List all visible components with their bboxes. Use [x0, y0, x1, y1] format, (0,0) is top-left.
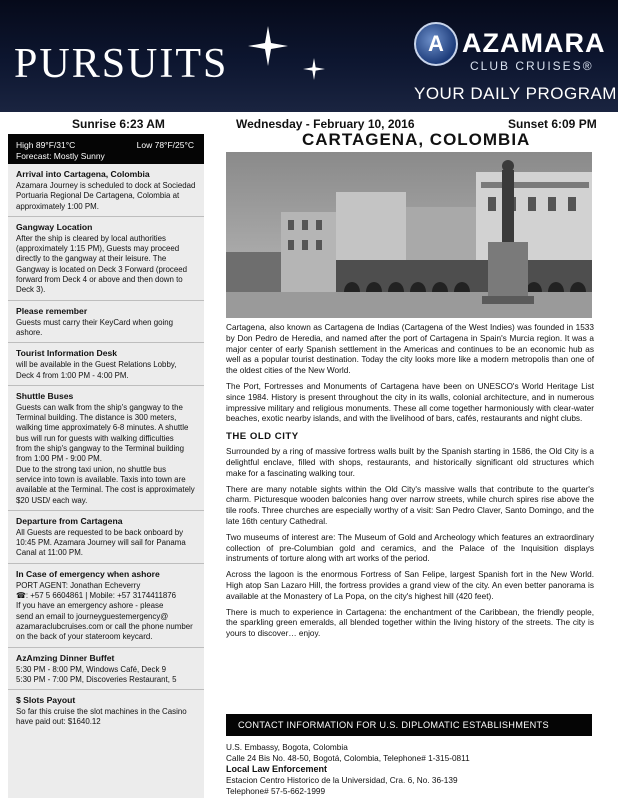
section-body: will be available in the Guest Relations Lobby, Deck 4 from 1:00 PM - 4:00 PM.	[16, 360, 177, 380]
sidebar-section-arrival	[8, 164, 204, 217]
cartagena-street-photo	[226, 152, 592, 318]
brand-subtitle: CLUB CRUISES®	[470, 59, 594, 73]
article-paragraph: There is much to experience in Cartagena: the enchantment of the Caribbean, the friendly people, the sparkling green emeralds, all blended together within the living history of the streets. The city is yours to discover… enjoy.	[226, 607, 594, 639]
sunset-time: Sunset 6:09 PM	[508, 117, 597, 131]
sidebar-section-departure	[8, 511, 204, 564]
article-subheading: THE OLD CITY	[226, 431, 299, 443]
header-banner	[0, 0, 618, 112]
section-body: So far this cruise the slot machines in the Casino have paid out: $1640.12	[16, 707, 187, 727]
sidebar-section-remember	[8, 301, 204, 344]
article-paragraph: Two museums of interest are: The Museum of Gold and Archeology which features an extraordinary collection of pre-Columbian gold and ceramics, and the Palace of the Inquisition displays instruments of torture along with art works of the period.	[226, 532, 594, 564]
program-date: Wednesday - February 10, 2016	[236, 117, 415, 131]
law-enforcement-heading: Local Law Enforcement	[226, 764, 328, 774]
sidebar-section-emergency	[8, 564, 204, 648]
weather-low: Low 78°F/25°C	[136, 140, 194, 150]
section-heading: AzAmzing Dinner Buffet	[16, 652, 115, 663]
section-body: Guests can walk from the ship's gangway to the Terminal building. The distance is 300 meters, walking time approximately 6-8 minutes. A shuttle bus will run for guests with walking difficulties from the ship's gangway to the Terminal building from 1:00 PM - 9:00 PM. Due to the strong taxi union, no shuttle bus service into town is available. Taxis into town are available at the Terminal. The cost is approximately $20 USD/ each way.	[16, 402, 195, 505]
section-heading: Tourist Information Desk	[16, 348, 118, 359]
section-body: 5:30 PM - 8:00 PM, Windows Café, Deck 9 5:30 PM - 7:00 PM, Discoveries Restaurant, 5	[16, 664, 177, 684]
azamara-logo-icon: A	[414, 22, 458, 66]
contact-info-bar: CONTACT INFORMATION FOR U.S. DIPLOMATIC ESTABLISHMENTS	[226, 714, 592, 736]
law-enforcement-phone: Telephone# 57-5-662-1999	[226, 787, 326, 796]
sunrise-time: Sunrise 6:23 AM	[72, 117, 165, 131]
section-heading: $ Slots Payout	[16, 695, 76, 706]
sidebar-section-tourist-desk	[8, 343, 204, 386]
section-body: After the ship is cleared by local authorities (approximately 1:15 PM), Guests may proceed directly to the gangway at their leisure. The Gangway is located on Deck 3 Forward (proceed forward from Deck 4 or above and then down to Deck 3).	[16, 233, 188, 295]
contact-info-block	[226, 742, 594, 797]
sidebar-section-buffet	[8, 648, 204, 691]
weather-box	[8, 134, 204, 164]
article-paragraph: Cartagena, also known as Cartagena de Indias (Cartagena of the West Indies) was founded in 1533 by Don Pedro de Heredia, and named after the port of Cartagena in Spain's Murcia region. It was a major center of early Spanish settlement in the Americas and continues to be an economic hub as well as a popular tourist destination. Today the city looks more like a modern metropolis than one of the oldest cities of the New World.	[226, 323, 594, 376]
section-body: PORT AGENT: Jonathan Echeverry ☎: +57 5 6604861 | Mobile: +57 3174411876 If you have an emergency ashore - please send an email to journeyguestemergency@ azamaraclubcruises.com or call the phone number on the back of your stateroom keycard.	[16, 580, 193, 642]
section-heading: Arrival into Cartagena, Colombia	[16, 169, 150, 179]
sidebar-section-shuttle	[8, 386, 204, 511]
section-heading: Please remember	[16, 305, 88, 316]
section-heading: Gangway Location	[16, 221, 93, 232]
weather-high: High 89°F/31°C	[16, 140, 76, 150]
sidebar-info-column	[8, 134, 204, 798]
pursuits-title: PURSUITS	[14, 41, 229, 87]
article-paragraph: Across the lagoon is the enormous Fortress of San Felipe, largest Spanish fort in the New World. High atop San Lazaro Hill, the fortress provides a grand view of the city. An even better panorama is available at the Monastery of La Popa, on the city's highest hill (420 feet).	[226, 570, 594, 601]
section-body: Azamara Journey is scheduled to dock at Sociedad Portuaria Regional De Cartagena, Colombia at approximately 1:00 PM.	[16, 181, 196, 211]
article-paragraph: There are many notable sights within the Old City's massive walls that contribute to the quarter's charm. Picturesque wooden balconies hang over narrow streets, while church spires rise above the tile roofs. Three churches are especially worthy of a visit: San Pedro Claver, Santo Domingo, and the late 16th century Cathedral.	[226, 484, 594, 526]
article-paragraph: The Port, Fortresses and Monuments of Cartagena have been on UNESCO's World Heritage List since 1984. History is present throughout the city in its walls, colonial architecture, and in numerous impressive military and religious monuments. These all come together harmoniously with clear-water beaches, exotic nearby islands, and with the livelihood of bars, cafés, restaurants and night clubs.	[226, 381, 594, 424]
section-heading: In Case of emergency when ashore	[16, 568, 160, 579]
sidebar-section-gangway	[8, 217, 204, 301]
section-heading: Departure from Cartagena	[16, 515, 123, 526]
weather-forecast: Forecast: Mostly Sunny	[16, 151, 105, 161]
section-heading: Shuttle Buses	[16, 390, 74, 401]
embassy-name: U.S. Embassy, Bogota, Colombia	[226, 743, 348, 752]
brand-name: AZAMARA	[462, 28, 606, 58]
embassy-address: Calle 24 Bis No. 48-50, Bogotá, Colombia, Telephone# 1-315-0811	[226, 754, 470, 763]
daily-program-label: YOUR DAILY PROGRAM	[414, 84, 617, 103]
page-title: CARTAGENA, COLOMBIA	[302, 130, 531, 149]
section-body: All Guests are requested to be back onboard by 10:45 PM. Azamara Journey will sail for Panama Canal at 11:00 PM.	[16, 527, 186, 558]
section-body: Guests must carry their KeyCard when going ashore.	[16, 317, 174, 337]
sidebar-section-slots	[8, 690, 204, 732]
law-enforcement-address: Estacion Centro Historico de la Universidad, Cra. 6, No. 36-139	[226, 776, 458, 785]
main-article	[226, 323, 594, 645]
article-paragraph: Surrounded by a ring of massive fortress walls built by the Spanish starting in 1586, the Old City is a delightful enclave, filled with shops, restaurants, and historically significant old structures which make for a fascinating walking tour.	[226, 447, 594, 478]
sparkle-star-icon	[248, 26, 288, 66]
small-star-icon	[303, 58, 325, 80]
